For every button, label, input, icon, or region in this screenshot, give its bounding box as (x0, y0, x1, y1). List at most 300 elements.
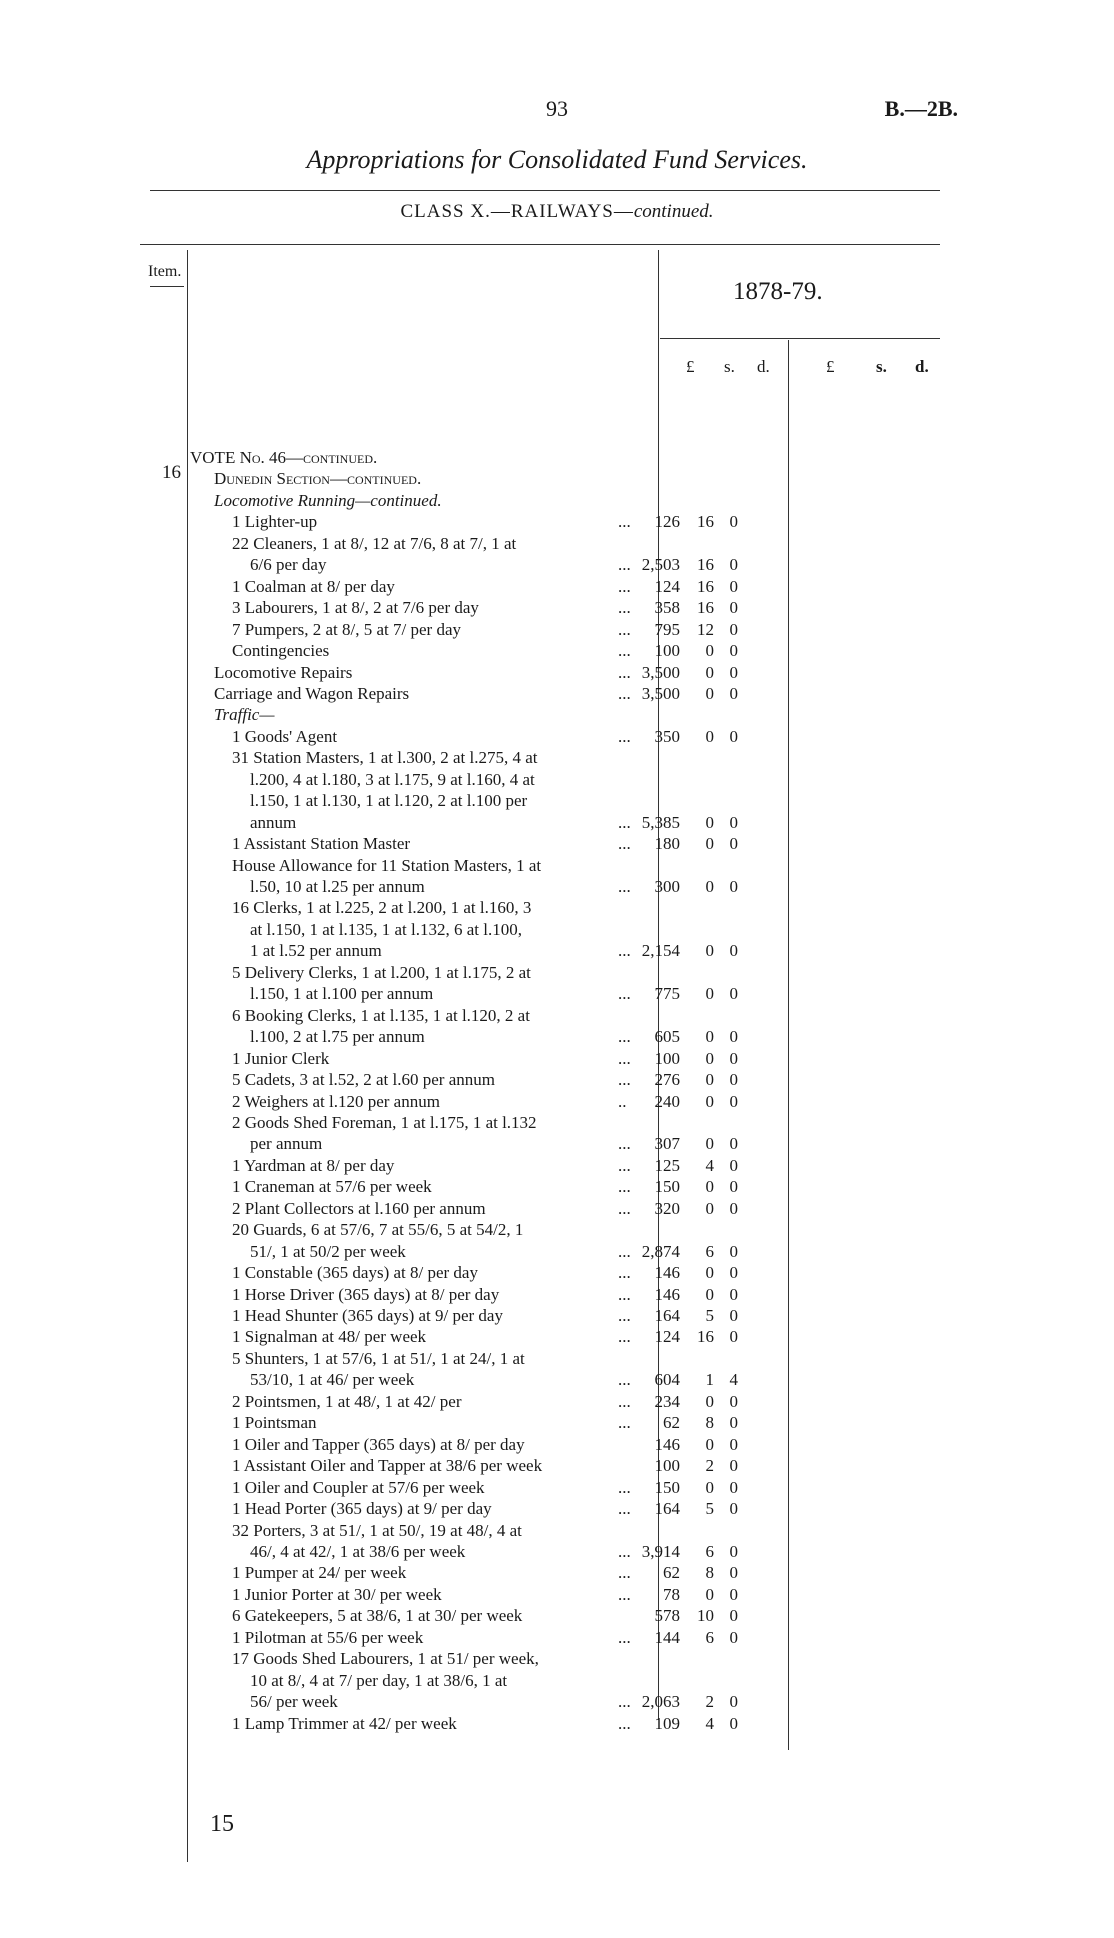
row-shillings: 0 (705, 662, 714, 682)
table-row (0, 512, 1114, 534)
row-description: 2 Weighers at l.120 per annum (232, 1091, 440, 1111)
row-description: per annum (250, 1134, 323, 1154)
row-description: 5 Cadets, 3 at l.52, 2 at l.60 per annum (232, 1070, 495, 1090)
row-shillings: 4 (705, 1713, 714, 1733)
row-leader-dots: ... (618, 512, 631, 532)
row-pounds: 5,385 (641, 812, 680, 832)
table-row (0, 1628, 1114, 1650)
row-description: 6 Booking Clerks, 1 at l.135, 1 at l.120, 2 at (232, 1005, 530, 1025)
row-pence: 0 (729, 1155, 738, 1175)
row-description: 1 Oiler and Tapper (365 days) at 8/ per day (232, 1434, 525, 1454)
col-header-shillings-2: s. (876, 357, 887, 376)
row-pounds: 100 (654, 1048, 680, 1068)
row-description: 51/, 1 at 50/2 per week (250, 1241, 406, 1261)
row-shillings: 6 (705, 1541, 714, 1561)
row-shillings: 12 (697, 619, 714, 639)
col-header-pence-2: d. (915, 357, 929, 376)
row-description: annum (250, 812, 297, 832)
col-header-pounds-1: £ (686, 357, 695, 376)
row-description: 1 Lamp Trimmer at 42/ per week (232, 1713, 457, 1733)
row-shillings: 5 (705, 1306, 714, 1325)
document-reference: B.—2B. (884, 96, 958, 121)
row-pounds: 164 (654, 1306, 680, 1325)
row-shillings: 0 (705, 1584, 714, 1604)
row-description: 1 Oiler and Coupler at 57/6 per week (232, 1477, 485, 1497)
table-row (0, 1585, 1114, 1607)
row-leader-dots: ... (618, 1627, 631, 1647)
row-pounds: 2,154 (641, 941, 680, 961)
row-description: 1 Junior Clerk (232, 1048, 330, 1068)
row-leader-dots: ... (618, 941, 631, 961)
table-row (0, 1134, 1114, 1156)
table-row (0, 898, 1114, 920)
row-pounds: 605 (654, 1027, 680, 1047)
row-pence: 0 (729, 1070, 738, 1090)
row-description: Contingencies (232, 641, 330, 661)
row-shillings: 2 (705, 1456, 714, 1476)
table-row (0, 491, 1114, 513)
table-row (0, 1413, 1114, 1435)
row-shillings: 0 (705, 984, 714, 1004)
table-row (0, 1370, 1114, 1392)
row-description: 1 Horse Driver (365 days) at 8/ per day (232, 1284, 500, 1304)
table-row (0, 663, 1114, 685)
row-description: 46/, 4 at 42/, 1 at 38/6 per week (250, 1541, 466, 1561)
row-leader-dots: ... (618, 598, 631, 618)
table-row (0, 1649, 1114, 1671)
row-description: 53/10, 1 at 46/ per week (250, 1370, 415, 1390)
row-shillings: 0 (705, 941, 714, 961)
row-description: 1 Coalman at 8/ per day (232, 576, 395, 596)
row-pounds: 578 (654, 1606, 680, 1626)
row-shillings: 16 (697, 576, 714, 596)
year-header: 1878-79. (733, 278, 823, 305)
row-pence: 0 (729, 1306, 738, 1325)
row-description: Carriage and Wagon Repairs (214, 683, 410, 703)
table-row (0, 748, 1114, 770)
table-row (0, 705, 1114, 727)
row-shillings: 0 (705, 1134, 714, 1154)
table-row (0, 1006, 1114, 1028)
table-row (0, 598, 1114, 620)
row-description: 1 Yardman at 8/ per day (232, 1155, 395, 1175)
row-pence: 0 (729, 1456, 738, 1476)
row-leader-dots: ... (618, 1027, 631, 1047)
row-description: 1 Assistant Oiler and Tapper at 38/6 per week (232, 1456, 543, 1476)
row-pounds: 144 (654, 1627, 680, 1647)
row-pounds: 125 (654, 1155, 680, 1175)
table-row (0, 1606, 1114, 1628)
row-shillings: 0 (705, 1391, 714, 1411)
subtitle-continued: continued. (633, 201, 714, 222)
row-description: l.200, 4 at l.180, 3 at l.175, 9 at l.160, 4 at (250, 769, 535, 789)
row-leader-dots: ... (618, 1499, 631, 1519)
row-leader-dots: ... (618, 1327, 631, 1347)
row-pounds: 109 (654, 1713, 680, 1733)
row-shillings: 5 (705, 1499, 714, 1519)
table-row (0, 1263, 1114, 1285)
row-leader-dots: ... (618, 1155, 631, 1175)
row-pence: 0 (729, 683, 738, 703)
row-description: House Allowance for 11 Station Masters, 1 at (232, 855, 542, 875)
row-shillings: 16 (697, 598, 714, 618)
row-pounds: 3,500 (641, 662, 680, 682)
table-row (0, 1070, 1114, 1092)
row-leader-dots: ... (618, 984, 631, 1004)
table-row (0, 1027, 1114, 1049)
row-pounds: 126 (654, 512, 680, 532)
row-pence: 0 (729, 1391, 738, 1411)
row-shillings: 0 (705, 877, 714, 896)
row-leader-dots: ... (618, 1370, 631, 1390)
table-row (0, 641, 1114, 663)
row-pence: 0 (729, 1692, 738, 1712)
row-pounds: 300 (654, 877, 680, 896)
table-row (0, 1242, 1114, 1264)
item-column-header: Item. (148, 263, 182, 280)
row-description: 1 Pumper at 24/ per week (232, 1563, 407, 1583)
row-pence: 0 (729, 812, 738, 832)
row-leader-dots: ... (618, 834, 631, 854)
row-pence: 0 (729, 1434, 738, 1454)
row-leader-dots: ... (618, 726, 631, 746)
row-description: 3 Labourers, 1 at 8/, 2 at 7/6 per day (232, 598, 479, 618)
row-description: Locomotive Running—continued. (214, 490, 442, 510)
table-row (0, 1521, 1114, 1543)
row-shillings: 16 (697, 1327, 714, 1347)
table-row (0, 469, 1114, 491)
row-shillings: 0 (705, 1198, 714, 1218)
row-pounds: 62 (663, 1563, 680, 1583)
row-leader-dots: ... (618, 1134, 631, 1154)
table-row (0, 834, 1114, 856)
row-description: 22 Cleaners, 1 at 8/, 12 at 7/6, 8 at 7/, 1 at (232, 533, 517, 553)
row-pounds: 78 (663, 1584, 680, 1604)
header-top-rule (140, 244, 940, 245)
row-leader-dots: ... (618, 1413, 631, 1433)
row-pence: 0 (729, 834, 738, 854)
col-header-shillings-1: s. (724, 357, 735, 376)
row-description: Locomotive Repairs (214, 662, 353, 682)
row-pence: 0 (729, 1413, 738, 1433)
row-pence: 0 (729, 1091, 738, 1111)
row-pence: 0 (729, 877, 738, 896)
row-pence: 0 (729, 619, 738, 639)
row-pence: 0 (729, 1284, 738, 1304)
row-pounds: 146 (654, 1434, 680, 1454)
row-pounds: 240 (654, 1091, 680, 1111)
table-row (0, 448, 1114, 470)
page-number: 93 (546, 96, 568, 121)
row-description: 6 Gatekeepers, 5 at 38/6, 1 at 30/ per week (232, 1606, 523, 1626)
row-description: 1 Assistant Station Master (232, 834, 411, 854)
row-pence: 0 (729, 662, 738, 682)
row-shillings: 0 (705, 1477, 714, 1497)
table-row (0, 1692, 1114, 1714)
row-shillings: 8 (705, 1563, 714, 1583)
row-leader-dots: ... (618, 1477, 631, 1497)
row-leader-dots: ... (618, 1713, 631, 1733)
row-pounds: 795 (654, 619, 680, 639)
row-shillings: 0 (705, 641, 714, 661)
table-row (0, 963, 1114, 985)
table-row (0, 727, 1114, 749)
table-row (0, 1177, 1114, 1199)
row-leader-dots: ... (618, 1563, 631, 1583)
row-pence: 0 (729, 1713, 738, 1733)
row-pounds: 150 (654, 1477, 680, 1497)
row-description: 1 Junior Porter at 30/ per week (232, 1584, 442, 1604)
row-leader-dots: ... (618, 1541, 631, 1561)
row-description: 2 Goods Shed Foreman, 1 at l.175, 1 at l.132 (232, 1112, 537, 1132)
row-pence: 0 (729, 1027, 738, 1047)
row-pence: 0 (729, 1563, 738, 1583)
row-pounds: 150 (654, 1177, 680, 1197)
row-description: Dunedin Section—continued. (214, 469, 422, 489)
row-leader-dots: ... (618, 1241, 631, 1261)
row-description: 2 Pointsmen, 1 at 48/, 1 at 42/ per (232, 1391, 462, 1411)
table-row (0, 856, 1114, 878)
row-pounds: 124 (654, 576, 680, 596)
row-pounds: 358 (654, 598, 680, 618)
row-leader-dots: ... (618, 1048, 631, 1068)
row-pence: 0 (729, 512, 738, 532)
row-pounds: 124 (654, 1327, 680, 1347)
row-description: 1 Pointsman (232, 1413, 317, 1433)
row-pence: 0 (729, 555, 738, 575)
row-pence: 0 (729, 1627, 738, 1647)
table-row (0, 1285, 1114, 1307)
col-header-pence-1: d. (757, 357, 770, 376)
table-row (0, 1199, 1114, 1221)
row-description: 56/ per week (250, 1692, 338, 1712)
row-pence: 0 (729, 1134, 738, 1154)
row-leader-dots: ... (618, 1391, 631, 1411)
row-description: 10 at 8/, 4 at 7/ per day, 1 at 38/6, 1 at (250, 1670, 508, 1690)
title-rule (150, 190, 940, 191)
row-shillings: 0 (705, 1048, 714, 1068)
row-leader-dots: ... (618, 1284, 631, 1304)
table-row (0, 1156, 1114, 1178)
row-description: l.150, 1 at l.130, 1 at l.120, 2 at l.100 per (250, 791, 528, 811)
row-shillings: 16 (697, 555, 714, 575)
table-row (0, 684, 1114, 706)
row-description: 7 Pumpers, 2 at 8/, 5 at 7/ per day (232, 619, 461, 639)
row-leader-dots: ... (618, 662, 631, 682)
row-description: 2 Plant Collectors at l.160 per annum (232, 1198, 486, 1218)
row-pence: 0 (729, 1177, 738, 1197)
row-pence: 0 (729, 1477, 738, 1497)
row-description: 5 Shunters, 1 at 57/6, 1 at 51/, 1 at 24/, 1 at (232, 1348, 525, 1368)
row-description: 20 Guards, 6 at 57/6, 7 at 55/6, 5 at 54/2, 1 (232, 1220, 524, 1240)
row-pence: 0 (729, 1048, 738, 1068)
row-description: 1 Pilotman at 55/6 per week (232, 1627, 424, 1647)
row-shillings: 2 (705, 1692, 714, 1712)
row-description: 1 Craneman at 57/6 per week (232, 1177, 432, 1197)
row-description: VOTE No. 46—continued. (190, 448, 378, 467)
table-row (0, 920, 1114, 942)
row-description: 17 Goods Shed Labourers, 1 at 51/ per week, (232, 1649, 539, 1669)
row-description: 16 Clerks, 1 at l.225, 2 at l.200, 1 at l.160, 3 (232, 898, 532, 918)
row-shillings: 0 (705, 1434, 714, 1454)
signature-number: 15 (210, 1811, 234, 1837)
row-shillings: 0 (705, 812, 714, 832)
table-row (0, 877, 1114, 899)
row-pounds: 62 (663, 1413, 680, 1433)
table-row (0, 1220, 1114, 1242)
row-leader-dots: ... (618, 1306, 631, 1325)
row-pence: 0 (729, 598, 738, 618)
row-shillings: 0 (705, 1070, 714, 1090)
row-pounds: 3,500 (641, 683, 680, 703)
table-row (0, 984, 1114, 1006)
row-leader-dots: ... (618, 1263, 631, 1283)
row-description: 1 Goods' Agent (232, 726, 338, 746)
row-pounds: 100 (654, 641, 680, 661)
class-subtitle (0, 201, 1114, 223)
row-shillings: 0 (705, 1284, 714, 1304)
table-row (0, 1092, 1114, 1114)
row-description: 1 Lighter-up (232, 512, 318, 532)
row-pounds: 234 (654, 1391, 680, 1411)
row-leader-dots: ... (618, 877, 631, 896)
row-pounds: 350 (654, 726, 680, 746)
row-leader-dots: ... (618, 1692, 631, 1712)
table-row (0, 1714, 1114, 1736)
row-leader-dots: ... (618, 619, 631, 639)
table-row (0, 1542, 1114, 1564)
table-row (0, 1306, 1114, 1328)
row-pence: 0 (729, 726, 738, 746)
table-row (0, 1435, 1114, 1457)
table-row (0, 1113, 1114, 1135)
row-description: l.150, 1 at l.100 per annum (250, 984, 434, 1004)
row-pounds: 164 (654, 1499, 680, 1519)
row-shillings: 6 (705, 1627, 714, 1647)
table-row (0, 1392, 1114, 1414)
row-shillings: 4 (705, 1155, 714, 1175)
table-row (0, 1499, 1114, 1521)
row-leader-dots: ... (618, 1177, 631, 1197)
row-pence: 0 (729, 641, 738, 661)
row-leader-dots: ... (618, 683, 631, 703)
row-shillings: 10 (697, 1606, 714, 1626)
row-leader-dots: ... (618, 555, 631, 575)
row-pounds: 3,914 (641, 1541, 680, 1561)
row-shillings: 0 (705, 1177, 714, 1197)
row-leader-dots: ... (618, 812, 631, 832)
row-shillings: 6 (705, 1241, 714, 1261)
row-leader-dots: ... (618, 1584, 631, 1604)
table-row (0, 791, 1114, 813)
row-pounds: 146 (654, 1284, 680, 1304)
row-description: l.100, 2 at l.75 per annum (250, 1027, 425, 1047)
row-pence: 0 (729, 1241, 738, 1261)
row-description: 1 Constable (365 days) at 8/ per day (232, 1263, 478, 1283)
row-pounds: 180 (654, 834, 680, 854)
row-pounds: 2,063 (641, 1692, 680, 1712)
row-leader-dots: .. (618, 1091, 627, 1111)
row-pounds: 775 (654, 984, 680, 1004)
row-shillings: 0 (705, 683, 714, 703)
table-row (0, 534, 1114, 556)
table-row (0, 813, 1114, 835)
table-row (0, 1327, 1114, 1349)
row-pence: 0 (729, 1606, 738, 1626)
row-description: 5 Delivery Clerks, 1 at l.200, 1 at l.175, 2 at (232, 962, 531, 982)
table-row (0, 577, 1114, 599)
row-pounds: 307 (654, 1134, 680, 1154)
row-pence: 0 (729, 1584, 738, 1604)
table-row (0, 1478, 1114, 1500)
row-leader-dots: ... (618, 1198, 631, 1218)
row-pounds: 146 (654, 1263, 680, 1283)
row-pounds: 604 (654, 1370, 680, 1390)
row-description: 1 at l.52 per annum (250, 941, 382, 961)
table-row (0, 1349, 1114, 1371)
table-row (0, 1671, 1114, 1693)
item-number: 16 (162, 462, 181, 483)
row-pounds: 2,874 (641, 1241, 680, 1261)
row-leader-dots: ... (618, 1070, 631, 1090)
row-pence: 0 (729, 1327, 738, 1347)
row-shillings: 0 (705, 1091, 714, 1111)
row-pence: 0 (729, 1198, 738, 1218)
row-pence: 4 (729, 1370, 738, 1390)
row-leader-dots: ... (618, 641, 631, 661)
row-description: 32 Porters, 3 at 51/, 1 at 50/, 19 at 48/, 4 at (232, 1520, 522, 1540)
row-description: 1 Head Shunter (365 days) at 9/ per day (232, 1306, 503, 1325)
row-pounds: 2,503 (641, 555, 680, 575)
item-header-underline (150, 286, 184, 287)
row-description: l.50, 10 at l.25 per annum (250, 877, 425, 896)
row-description: 1 Head Porter (365 days) at 9/ per day (232, 1499, 492, 1519)
table-row (0, 555, 1114, 577)
row-pence: 0 (729, 576, 738, 596)
row-description: at l.150, 1 at l.135, 1 at l.132, 6 at l.100, (250, 919, 522, 939)
row-shillings: 0 (705, 1027, 714, 1047)
row-shillings: 8 (705, 1413, 714, 1433)
table-row (0, 620, 1114, 642)
row-description: 1 Signalman at 48/ per week (232, 1327, 427, 1347)
row-pounds: 320 (654, 1198, 680, 1218)
table-row (0, 941, 1114, 963)
table-row (0, 1456, 1114, 1478)
row-shillings: 16 (697, 512, 714, 532)
row-shillings: 0 (705, 834, 714, 854)
row-leader-dots: ... (618, 576, 631, 596)
row-pence: 0 (729, 941, 738, 961)
year-rule (660, 338, 940, 339)
row-pence: 0 (729, 1499, 738, 1519)
row-description: Traffic— (214, 705, 275, 725)
row-shillings: 1 (705, 1370, 714, 1390)
row-pence: 0 (729, 1263, 738, 1283)
row-pence: 0 (729, 1541, 738, 1561)
row-pence: 0 (729, 984, 738, 1004)
row-pounds: 276 (654, 1070, 680, 1090)
col-header-pounds-2: £ (826, 357, 835, 376)
row-description: 6/6 per day (250, 555, 327, 575)
row-pounds: 100 (654, 1456, 680, 1476)
table-row (0, 770, 1114, 792)
table-row (0, 1563, 1114, 1585)
row-shillings: 0 (705, 1263, 714, 1283)
row-shillings: 0 (705, 726, 714, 746)
page-title: Appropriations for Consolidated Fund Services. (306, 145, 808, 174)
subtitle-main: CLASS X.—RAILWAYS— (400, 201, 634, 222)
row-description: 31 Station Masters, 1 at l.300, 2 at l.275, 4 at (232, 748, 538, 768)
